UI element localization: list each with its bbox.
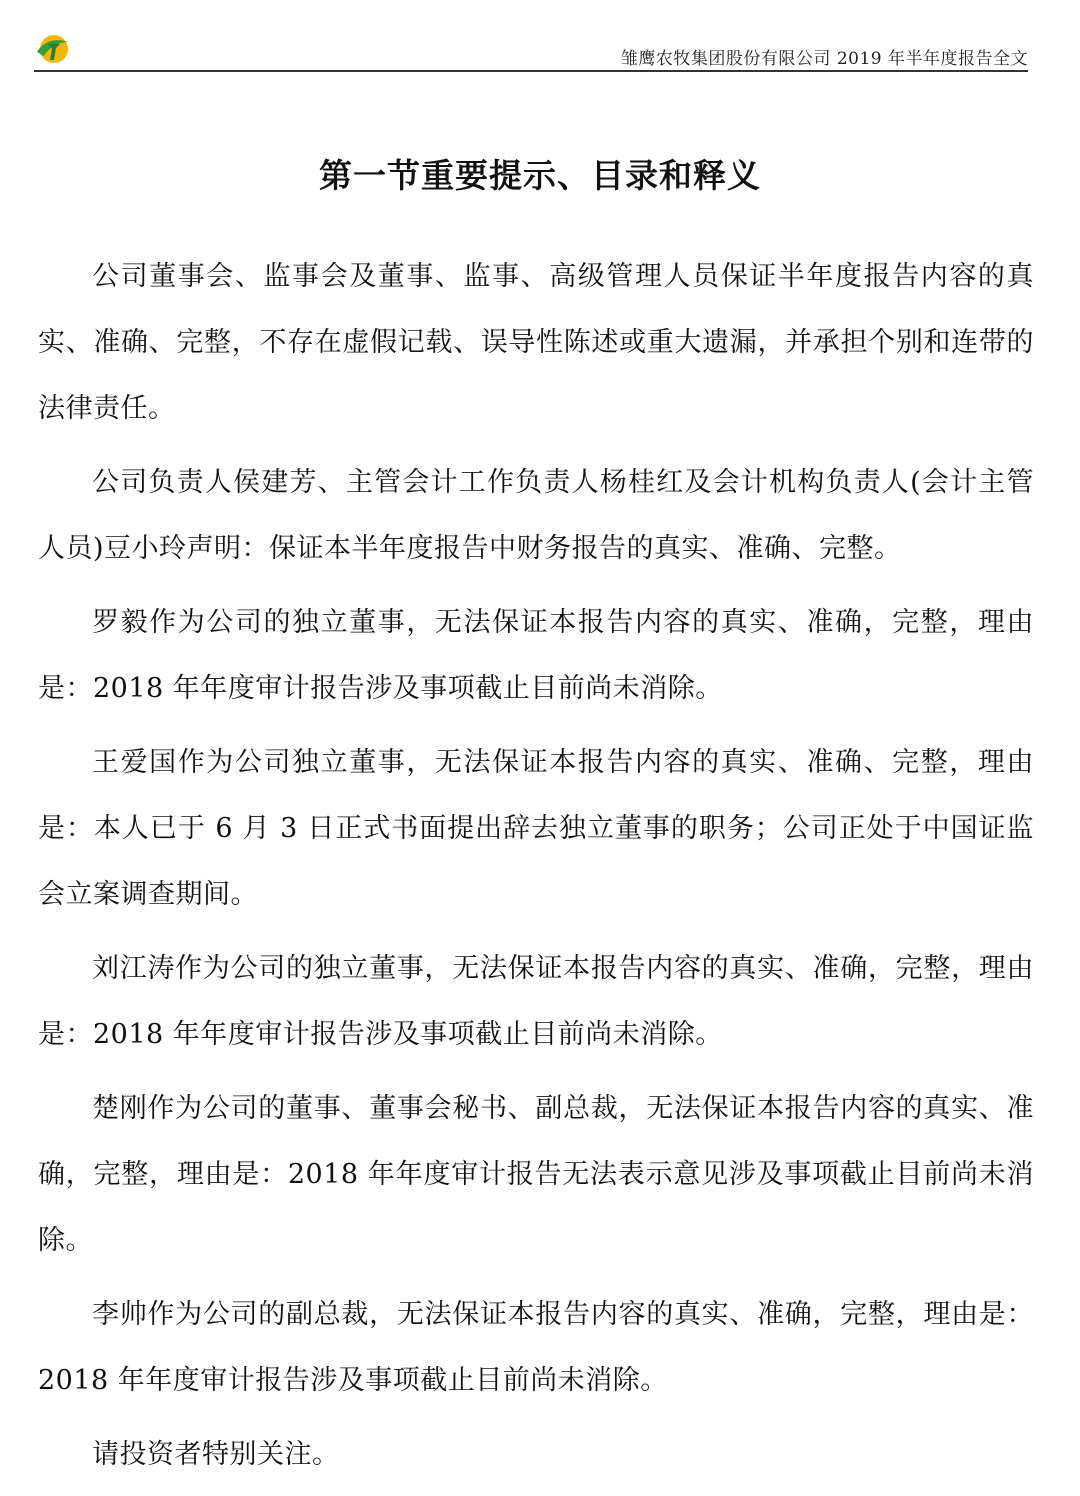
paragraph-luo-yi: 罗毅作为公司的独立董事，无法保证本报告内容的真实、准确，完整，理由是：2018 年年度审计报告涉及事项截止目前尚未消除。 <box>38 607 1034 704</box>
notice-body <box>38 244 1034 1496</box>
paragraph-liu-jiangtao: 刘江涛作为公司的独立董事，无法保证本报告内容的真实、准确，完整，理由是：2018 年年度审计报告涉及事项截止目前尚未消除。 <box>38 953 1034 1050</box>
paragraph-board-guarantee: 公司董事会、监事会及董事、监事、高级管理人员保证半年度报告内容的真实、准确、完整，不存在虚假记载、误导性陈述或重大遗漏，并承担个别和连带的法律责任。 <box>38 261 1034 424</box>
report-header-title: 雏鹰农牧集团股份有限公司 2019 年半年度报告全文 <box>620 49 1028 69</box>
company-logo-icon <box>34 30 70 66</box>
paragraph-responsible-persons: 公司负责人侯建芳、主管会计工作负责人杨桂红及会计机构负责人(会计主管人员)豆小玲声明：保证本半年度报告中财务报告的真实、准确、完整。 <box>38 467 1034 564</box>
paragraph-investor-notice: 请投资者特别关注。 <box>92 1439 340 1470</box>
paragraph-chu-gang: 楚刚作为公司的董事、董事会秘书、副总裁，无法保证本报告内容的真实、准确，完整，理由是：2018 年年度审计报告无法表示意见涉及事项截止目前尚未消除。 <box>38 1093 1034 1256</box>
section-title: 第一节重要提示、目录和释义 <box>319 156 761 195</box>
paragraph-li-shuai: 李帅作为公司的副总裁，无法保证本报告内容的真实、准确，完整，理由是：2018 年年度审计报告涉及事项截止目前尚未消除。 <box>38 1299 1034 1396</box>
paragraph-wang-aiguo: 王爱国作为公司独立董事，无法保证本报告内容的真实、准确、完整，理由是：本人已于 6 月 3 日正式书面提出辞去独立董事的职务；公司正处于中国证监会立案调查期间。 <box>38 747 1034 910</box>
page-header <box>34 30 1028 74</box>
header-divider <box>34 70 1028 72</box>
